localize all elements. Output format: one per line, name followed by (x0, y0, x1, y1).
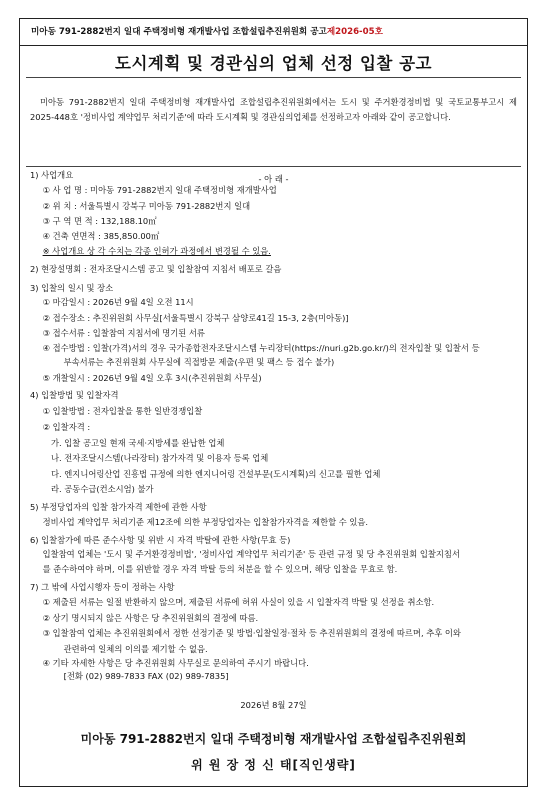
notice-line: ③ 입찰참여 업체는 추진위원회에서 정한 선정기준 및 방법·입찰일정·절차 등 추진위원회의 결정에 따르며, 추후 이와 (42, 628, 461, 638)
intro-divider (26, 166, 521, 167)
notice-date: 2026년 8월 27일 (240, 700, 307, 710)
notice-number: 제2026-05호 (326, 27, 383, 37)
notice-line: ① 제출된 서류는 일절 반환하지 않으며, 제출된 서류에 허위 사실이 있을 시 입찰자격 박탈 및 선정을 취소함. (42, 597, 435, 607)
notice-line: ⑤ 개찰일시 : 2026년 9월 4일 오후 3시(추진위원회 사무실) (42, 373, 262, 383)
title-divider (26, 77, 521, 78)
notice-line: ※ 사업개요 상 각 수치는 각종 인허가 과정에서 변경될 수 있음. (42, 246, 271, 256)
notice-line: 3) 입찰의 일시 및 장소 (30, 283, 114, 293)
notice-line: ① 마감일시 : 2026년 9월 4일 오전 11시 (42, 297, 194, 307)
notice-line: ② 접수장소 : 추진위원회 사무실[서울특별시 강북구 삼양로41길 15-3, 2층(미아동)] (42, 313, 349, 323)
notice-line: 나. 전자조달시스템(나라장터) 참가자격 및 이용자 등록 업체 (51, 453, 269, 463)
notice-line: 라. 공동수급(컨소시엄) 불가 (51, 484, 154, 494)
notice-line: ② 상기 명시되지 않은 사항은 당 추진위원회의 결정에 따름. (42, 613, 259, 623)
notice-line: ④ 건축 연면적 : 385,850.00㎡ (42, 231, 160, 241)
notice-line: 6) 입찰참가에 따른 준수사항 및 위반 시 자격 박탈에 관한 사항(무효 등) (30, 535, 291, 545)
intro-paragraph: 미아동 791-2882번지 일대 주택정비형 재개발사업 조합설립추진위원회에서는 도시 및 주거환경정비법 및 국토교통부고시 제2025-448호 '정비사업 계약업무 처리기준'에 따라 도시계획 및 경관심의업체를 선정하고자 아래와 같이 공고합니다. (30, 97, 517, 122)
notice-line: 를 준수하여야 하며, 이를 위반할 경우 자격 박탈 등의 처분을 할 수 있으며, 해당 입찰을 무효로 함. (42, 564, 398, 574)
notice-line: ② 입찰자격 : (42, 422, 91, 432)
notice-line: 2) 현장설명회 : 전자조달시스템 공고 및 입찰참여 지침서 배포로 갈음 (30, 264, 282, 274)
notice-line: 5) 부정당업자의 입찰 참가자격 제한에 관한 사항 (30, 502, 207, 512)
notice-line: ④ 기타 자세한 사항은 당 추진위원회 사무실로 문의하여 주시기 바랍니다. (42, 658, 309, 668)
notice-line: 7) 그 밖에 사업시행자 등이 정하는 사항 (30, 582, 175, 592)
notice-line: ③ 접수서류 : 입찰참여 지침서에 명기된 서류 (42, 328, 205, 338)
notice-line: 4) 입찰방법 및 입찰자격 (30, 390, 119, 400)
notice-line: ③ 구 역 면 적 : 132,188.10㎡ (42, 216, 157, 226)
footer-chairperson: 위 원 장 정 신 태[직인생략] (191, 758, 356, 772)
notice-line: ② 위 치 : 서울특별시 강북구 미아동 791-2882번지 일대 (42, 201, 251, 211)
header-text: 미아동 791-2882번지 일대 주택정비형 재개발사업 조합설립추진위원회 공고 (31, 27, 327, 37)
notice-line: 입찰참여 업체는 '도시 및 주거환경정비법', '정비사업 계약업무 처리기준' 등 관련 규정 및 당 추진위원회 입찰지침서 (42, 549, 460, 559)
notice-line: ① 입찰방법 : 전자입찰을 통한 일반경쟁입찰 (42, 406, 203, 416)
notice-line: ① 사 업 명 : 미아동 791-2882번지 일대 주택정비형 재개발사업 (42, 185, 277, 195)
footer-organization: 미아동 791-2882번지 일대 주택정비형 재개발사업 조합설립추진위원회 (80, 732, 467, 746)
section-separator: - 아 래 - (258, 174, 289, 184)
notice-document (19, 18, 528, 787)
notice-line: 가. 입찰 공고일 현재 국세·지방세를 완납한 업체 (51, 438, 225, 448)
notice-line: 다. 엔지니어링산업 진흥법 규정에 의한 엔지니어링 건설부문(도시계획)의 신고를 필한 업체 (51, 469, 381, 479)
notice-line: [전화 (02) 989-7833 FAX (02) 989-7835] (63, 671, 229, 681)
page-title: 도시계획 및 경관심의 업체 선정 입찰 공고 (115, 54, 432, 73)
notice-header (20, 19, 527, 46)
notice-line: 정비사업 계약업무 처리기준 제12조에 의한 부정당업자는 입찰참가자격을 제한할 수 있음. (42, 517, 369, 527)
notice-line: 1) 사업개요 (30, 170, 74, 180)
notice-line: ④ 접수방법 : 입찰(가격)서의 경우 국가종합전자조달시스템 누리장터(https://nuri.g2b.go.kr/)의 전자입찰 및 입찰서 등 (42, 343, 480, 353)
notice-line: 부속서류는 추진위원회 사무실에 직접방문 제출(우편 및 팩스 등 접수 불가) (63, 357, 335, 367)
notice-line: 관련하여 일체의 이의를 제기할 수 없음. (63, 644, 208, 654)
